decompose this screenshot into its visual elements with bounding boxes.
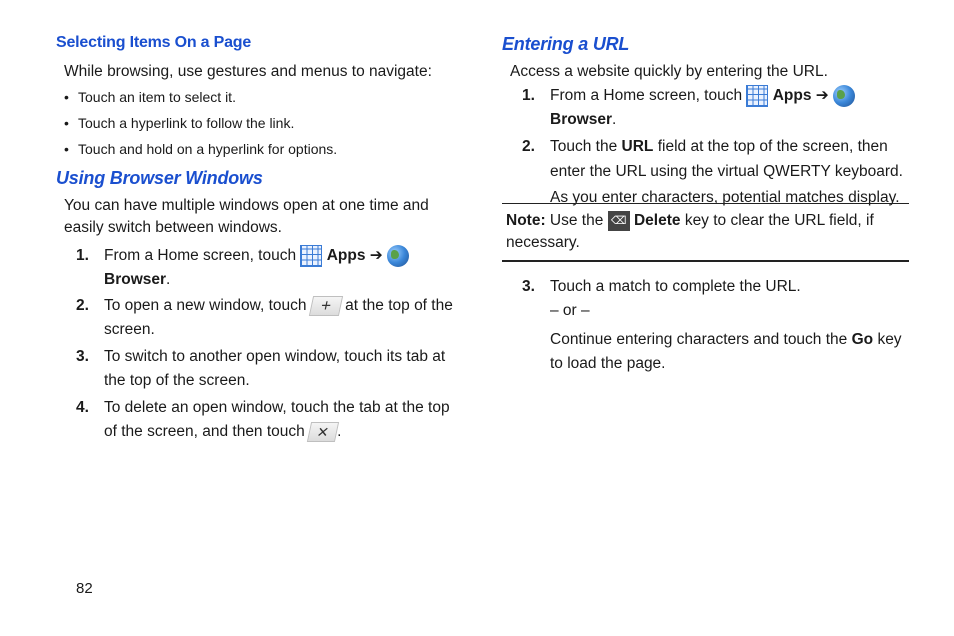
backspace-icon: ⌫ [608, 211, 630, 231]
windows-step-2: 2. To open a new window, touch + at the top of the screen. [76, 295, 453, 338]
url-step-2-sub: As you enter characters, potential matches display. [550, 189, 900, 206]
url-continue: Continue entering characters and touch the Go key to load the page. [550, 331, 902, 372]
plus-icon: + [309, 296, 343, 316]
step-number: 2. [522, 138, 535, 155]
url-step-3: 3. Touch a match to complete the URL. [502, 275, 912, 299]
globe-icon [833, 85, 855, 107]
browser-label: Browser [104, 271, 167, 288]
bullet-item: • Touch a hyperlink to follow the link. [64, 113, 466, 133]
windows-step-4: 4. To delete an open window, touch the tab at the top of the screen, and then touch ✕ . [56, 396, 466, 444]
bullet-item: • Touch an item to select it. [64, 87, 466, 107]
selecting-heading: Selecting Items On a Page [56, 34, 252, 51]
url-step-2: 2. Touch the URL field at the top of the screen, then enter the URL using the virtual QWERTY keyboard. [502, 134, 912, 184]
url-heading: Entering a URL [502, 34, 630, 54]
step-number: 1. [522, 87, 535, 104]
step-number: 2. [76, 297, 89, 314]
left-column [56, 34, 466, 444]
apps-label: Apps [326, 247, 366, 264]
windows-heading: Using Browser Windows [56, 168, 263, 188]
windows-step-1: 1. From a Home screen, touch Apps ➔ Browser. [56, 244, 466, 292]
bullet-item: • Touch and hold on a hyperlink for options. [64, 139, 466, 159]
or-separator: – or – [550, 302, 590, 319]
apps-label: Apps [772, 87, 812, 104]
windows-step-3: 3. To switch to another open window, touch its tab at the top of the screen. [56, 345, 466, 393]
url-label: URL [621, 138, 654, 155]
close-icon: ✕ [307, 422, 339, 442]
right-column-lower [502, 275, 912, 376]
selecting-intro: While browsing, use gestures and menus to navigate: [64, 63, 432, 80]
globe-icon [387, 245, 409, 267]
step-number: 1. [76, 247, 89, 264]
page-number: 82 [76, 580, 93, 597]
arrow-icon: ➔ [815, 87, 829, 104]
step-number: 4. [76, 399, 89, 416]
step-number: 3. [76, 348, 89, 365]
apps-grid-icon [746, 85, 768, 107]
right-column [502, 34, 912, 210]
note-box: Note: Use the ⌫ Delete key to clear the URL field, if necessary. [502, 203, 909, 262]
browser-label: Browser [550, 111, 613, 128]
go-label: Go [851, 331, 874, 348]
delete-label: Delete [633, 212, 681, 229]
apps-grid-icon [300, 245, 322, 267]
url-step-1: 1. From a Home screen, touch Apps ➔ Browser. [502, 84, 912, 132]
url-intro: Access a website quickly by entering the URL. [510, 63, 828, 80]
note-label: Note: [506, 212, 546, 229]
windows-intro: You can have multiple windows open at one time and easily switch between windows. [64, 197, 429, 236]
arrow-icon: ➔ [369, 247, 383, 264]
step-number: 3. [522, 278, 535, 295]
